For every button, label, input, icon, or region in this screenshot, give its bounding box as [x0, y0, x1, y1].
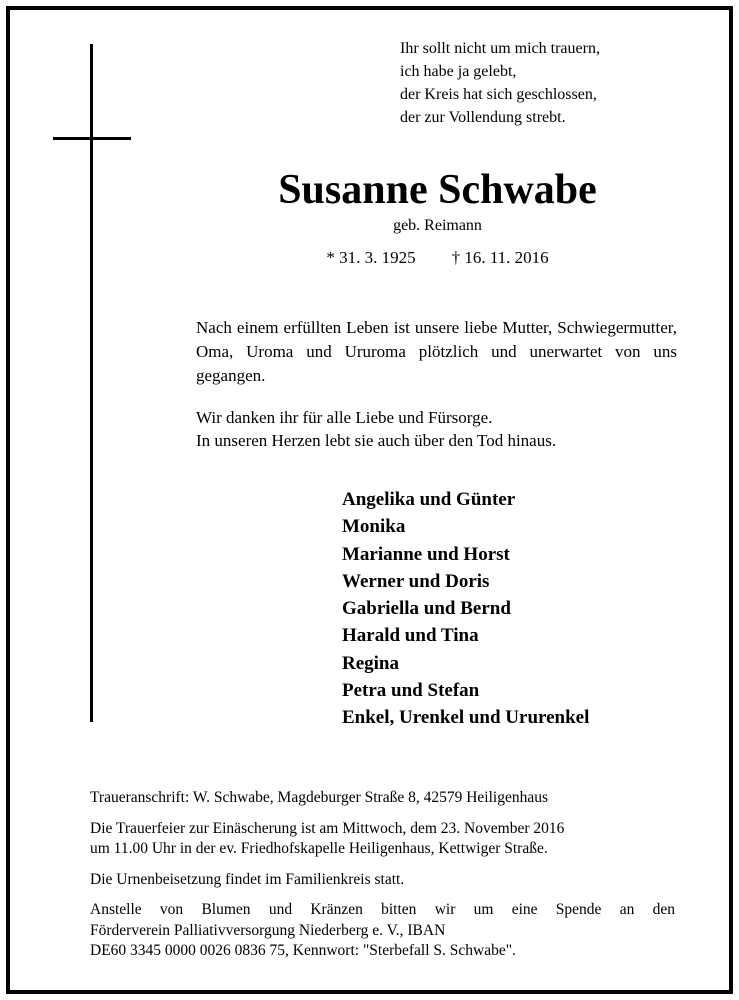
- birth-name: geb. Reimann: [393, 217, 482, 234]
- donation-info: [90, 900, 675, 962]
- thanks-line: In unseren Herzen lebt sie auch über den Tod hinaus.: [196, 431, 557, 450]
- family-member: Monika: [342, 516, 406, 538]
- life-dates: [200, 247, 675, 269]
- family-member: Harald und Tina: [342, 625, 479, 647]
- memorial-poem: [400, 37, 700, 129]
- death-date: † 16. 11. 2016: [451, 248, 549, 267]
- cross-vertical-beam: [90, 44, 93, 722]
- family-member: Gabriella und Bernd: [342, 598, 511, 620]
- poem-line: Ihr sollt nicht um mich trauern,: [400, 40, 600, 57]
- donation-line: Förderverein Palliativversorgung Niederberg e. V., IBAN: [90, 921, 446, 939]
- notice-paragraph: Nach einem erfüllten Leben ist unsere liebe Mutter, Schwiegermutter, Oma, Uroma und Ururoma plötzlich und unerwartet von uns gegangen.: [196, 318, 677, 385]
- ceremony-info: [90, 819, 675, 860]
- family-member: Marianne und Horst: [342, 543, 510, 565]
- family-list: [342, 486, 702, 732]
- thanks-line: Wir danken ihr für alle Liebe und Fürsorge.: [196, 408, 493, 427]
- poem-line: der Kreis hat sich geschlossen,: [400, 86, 597, 103]
- family-member: Enkel, Urenkel und Ururenkel: [342, 707, 590, 729]
- family-member: Regina: [342, 652, 399, 674]
- poem-line: ich habe ja gelebt,: [400, 63, 517, 80]
- cross-horizontal-beam: [53, 137, 131, 140]
- donation-line: DE60 3345 0000 0026 0836 75, Kennwort: "Sterbefall S. Schwabe".: [90, 942, 516, 959]
- urn-burial-info: Die Urnenbeisetzung findet im Familienkreis statt.: [90, 870, 405, 888]
- poem-line: der zur Vollendung strebt.: [400, 109, 566, 126]
- birth-date: * 31. 3. 1925: [326, 248, 416, 267]
- footer-info: [90, 788, 675, 972]
- ceremony-line: Die Trauerfeier zur Einäscherung ist am Mittwoch, dem 23. November 2016: [90, 819, 565, 837]
- donation-line: Anstelle von Blumen und Kränzen bitten wir um eine Spende an den: [90, 901, 675, 918]
- ceremony-line: um 11.00 Uhr in der ev. Friedhofskapelle Heiligenhaus, Kettwiger Straße.: [90, 840, 548, 857]
- thanks-text: [196, 406, 677, 452]
- deceased-name: Susanne Schwabe: [278, 167, 597, 213]
- family-member: Werner und Doris: [342, 570, 490, 592]
- mourning-address: Traueranschrift: W. Schwabe, Magdeburger Straße 8, 42579 Heiligenhaus: [90, 789, 549, 806]
- family-member: Angelika und Günter: [342, 489, 516, 510]
- death-notice: [196, 316, 677, 388]
- family-member: Petra und Stefan: [342, 680, 480, 702]
